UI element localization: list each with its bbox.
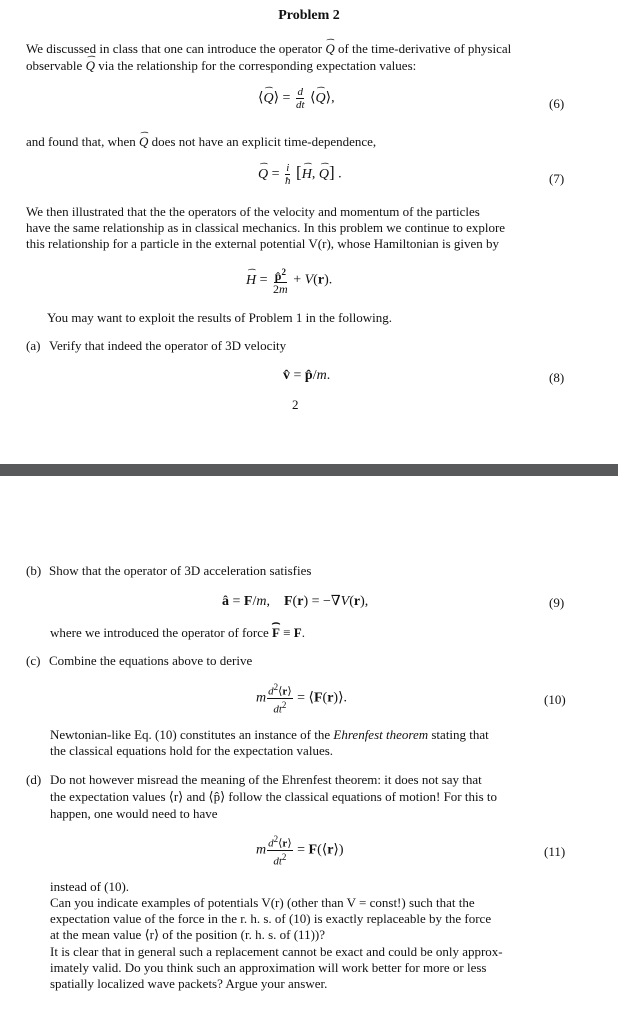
equation-10: m $\frac{d^2⟨r⟩}{dt^2}$ = ⟨F(r)⟩. [256, 682, 348, 716]
intro-line-1 [26, 41, 511, 57]
ehrenfest-term: Ehrenfest theorem [333, 727, 429, 742]
part-d-label: (d) [26, 772, 42, 787]
equation-6: ⟨⌢ Q⟩ = $\frac{d}{dt}$ ⟨⌢ Q⟩, [258, 86, 335, 111]
part-a-label: (a) [26, 338, 41, 353]
part-d-line-3: happen, one would need to have [50, 806, 218, 821]
intro-text-2b: via the relationship for the corresponding expectation values: [98, 58, 417, 73]
paragraph-line-3: this relationship for a particle in the external potential V(r), whose Hamiltonian is given by [26, 236, 500, 251]
force-operator: ⌢ F [272, 625, 280, 641]
part-d-line-2: the expectation values ⟨r⟩ and ⟨p̂⟩ follow the classical equations of motion! For this to [50, 789, 498, 804]
equation-7: ⌢ Q = $\frac{i}{ħ}$ [⌢ H, ⌢ Q] . [258, 162, 342, 187]
q-operator: ⌢ Q [86, 58, 95, 74]
intro-text-1b: of the time-derivative of physical [337, 41, 512, 56]
page-divider [0, 464, 618, 476]
part-d-line-1: Do not however misread the meaning of the Ehrenfest theorem: it does not say that [50, 772, 482, 787]
q-operator-2: ⌢ Q [139, 134, 148, 150]
equation-11: m $\frac{d^2⟨r⟩}{dt^2}$ = F(⟨r⟩) [256, 834, 344, 868]
part-c-text: Combine the equations above to derive [49, 653, 253, 668]
equation-9-number: (9) [549, 595, 565, 610]
clear-line-2: imately valid. Do you think such an approximation will work better for more or less [50, 960, 487, 975]
part-b-text: Show that the operator of 3D acceleration satisfies [49, 563, 312, 578]
clear-line-3: spatially localized wave packets? Argue your answer. [50, 976, 328, 991]
q-dot-operator: ⌢ Q [325, 41, 334, 57]
question-line-1: Can you indicate examples of potentials V(r) (other than V = const!) such that the [50, 895, 475, 910]
intro-text-2a: observable [26, 58, 83, 73]
page-number: 2 [292, 397, 299, 412]
found-text-a: and found that, when [26, 134, 136, 149]
part-c-label: (c) [26, 653, 41, 668]
intro-text-1a: We discussed in class that one can introduce the operator [26, 41, 323, 56]
equation-8: v̂ = p̂/m. [283, 368, 331, 383]
page-2 [0, 476, 618, 1024]
equation-7-number: (7) [549, 171, 565, 186]
clear-line-1: It is clear that in general such a replacement cannot be exact and could be only approx- [50, 944, 503, 959]
found-text-b: does not have an explicit time-dependence, [151, 134, 377, 149]
exploit-line: You may want to exploit the results of Problem 1 in the following. [47, 310, 392, 325]
equation-11-number: (11) [544, 844, 566, 859]
equation-8-number: (8) [549, 370, 565, 385]
newton-text-c: stating that [431, 727, 489, 742]
paragraph-line-1: We then illustrated that the the operators of the velocity and momentum of the particles [26, 204, 480, 219]
problem-title: Problem 2 [278, 8, 340, 23]
question-line-3: at the mean value ⟨r⟩ of the position (r. h. s. of (11))? [50, 927, 325, 942]
question-line-2: expectation value of the force in the r. h. s. of (10) is exactly replaceable by the force [50, 911, 492, 926]
equation-6-number: (6) [549, 96, 565, 111]
intro-line-2 [26, 58, 416, 74]
page-1 [0, 0, 618, 464]
found-line [26, 134, 376, 150]
hamiltonian-equation: ⌢ H = $\frac{p̂^2}{2m}$ + V(r). [246, 266, 332, 295]
newton-line-2: the classical equations hold for the expectation values. [50, 743, 334, 758]
instead-line: instead of (10). [50, 879, 130, 894]
part-a-text: Verify that indeed the operator of 3D velocity [49, 338, 287, 353]
part-b-label: (b) [26, 563, 42, 578]
force-note-line: where we introduced the operator of force ⌢ F ≡ F. [50, 625, 305, 641]
newton-text-a: Newtonian-like Eq. (10) constitutes an instance of the [50, 727, 331, 742]
newton-line-1 [50, 727, 489, 743]
equation-9: â = F/m, F(r) = −∇V(r), [222, 594, 369, 609]
equation-10-number: (10) [544, 692, 566, 707]
paragraph-line-2: have the same relationship as in classical mechanics. In this problem we continue to explore [26, 220, 506, 235]
force-note-text: where we introduced the operator of force [50, 625, 269, 640]
